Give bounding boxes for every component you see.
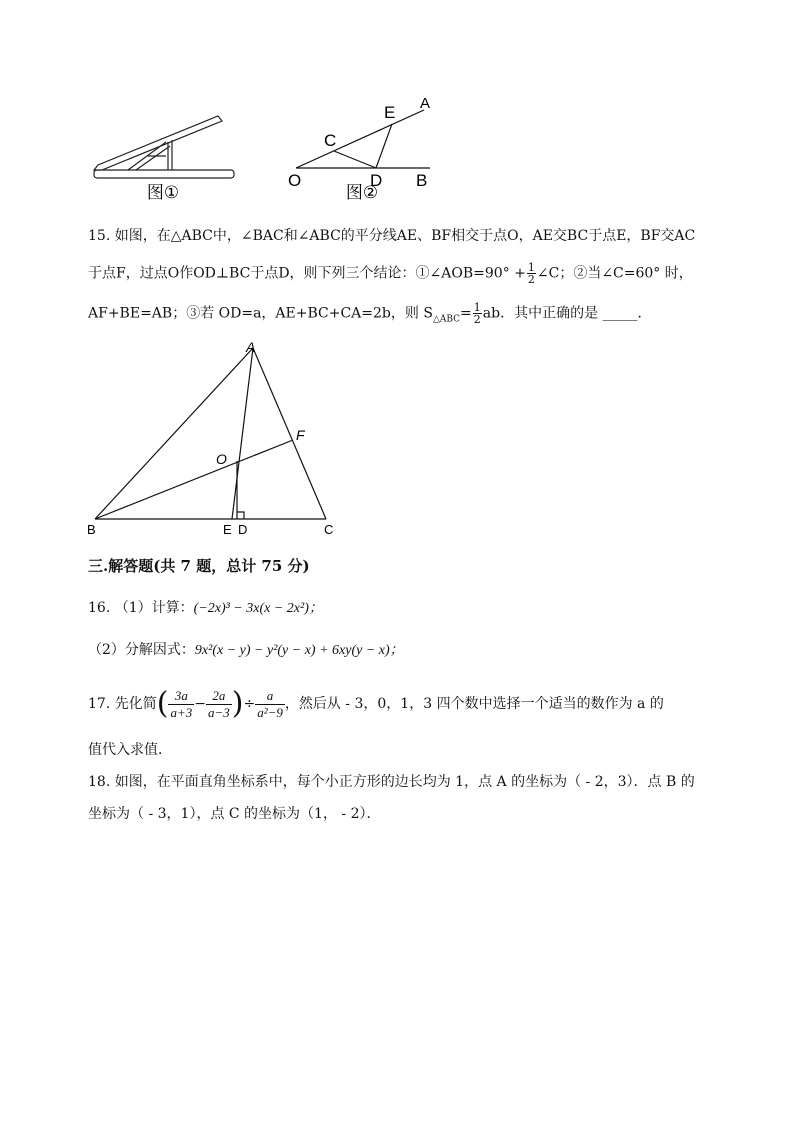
q15-area-half-fraction: $\frac{1}{2}$ — [473, 301, 481, 326]
q17-line2: 值代入求值． — [88, 742, 172, 758]
side-AC — [253, 348, 326, 519]
segment-CD — [334, 151, 376, 168]
bisector-BF — [95, 440, 293, 519]
q15-half-fraction: $\frac{1}{2}$ — [527, 261, 535, 286]
label-O: O — [216, 451, 227, 467]
section3-title: 三.解答题(共 7 题，总计 75 分) — [88, 557, 310, 575]
q16-part2: （2）分解因式：9x²(x − y) − y²(y − x) + 6xy(y − x)； — [88, 642, 404, 658]
figure1-inclined-board — [94, 116, 222, 170]
figure2-caption: 图② — [345, 183, 379, 202]
bisector-AE — [232, 348, 253, 519]
q15-line3: AF+BE=AB；③若 OD=a，AE+BC+CA=2b，则 $S_{\triangle ABC}=$ $\frac{1}{2}$ ab．其中正确的是 _____． — [88, 301, 652, 326]
q16-part1: 16. （1）计算：(−2x)³ − 3x(x − 2x²)； — [88, 600, 323, 616]
ray-OA — [296, 110, 424, 168]
figure2-diagram — [284, 92, 444, 202]
q17-fraction-1: $\frac{3a}{a+3}$ — [170, 687, 193, 720]
q15-line1: 15. 如图，在△ABC中，∠BAC和∠ABC的平分线AE、BF相交于点O，AE交BC于点E，BF交AC — [88, 228, 696, 244]
figure1-caption: 图① — [146, 183, 180, 202]
label-A: A — [246, 340, 256, 355]
q17-line1: 17. 先化简( $\frac{3a}{a+3}$ − $\frac{2a}{a-3}$ )÷ $\frac{a}{\text{a²−9}}$ ，然后从 - 3，0，1，3 四个数中选择一个适当的数作为 a 的 — [88, 686, 664, 721]
label-B: B — [87, 522, 96, 537]
right-angle-mark — [237, 512, 244, 519]
side-AB — [95, 348, 253, 519]
label-E: E — [384, 103, 396, 122]
label-C: C — [324, 522, 334, 537]
q17-fraction-3: $\frac{a}{\text{a²−9}}$ — [257, 687, 283, 720]
label-A: A — [420, 95, 431, 112]
triangle-figure — [84, 340, 346, 540]
label-O: O — [288, 171, 302, 190]
label-D: D — [370, 171, 383, 190]
q18-line1: 18. 如图，在平面直角坐标系中，每个小正方形的边长均为 1，点 A 的坐标为（ - 2，3）．点 B 的 — [88, 774, 695, 790]
label-F: F — [296, 427, 305, 443]
label-B: B — [416, 171, 428, 190]
figure1-base-board — [94, 170, 234, 178]
figure1-drawing — [88, 112, 238, 202]
label-C: C — [324, 131, 337, 150]
q18-line2: 坐标为（ - 3，1），点 C 的坐标为（1， - 2）． — [88, 806, 381, 822]
label-E: E — [223, 522, 232, 537]
q17-fraction-2: $\frac{2a}{a-3}$ — [207, 687, 230, 720]
label-D: D — [238, 522, 248, 537]
q15-line2: 于点F，过点O作OD⊥BC于点D，则下列三个结论：①∠AOB=90° + $\frac{1}{2}$ ∠C；②当∠C=60° 时， — [88, 261, 693, 286]
